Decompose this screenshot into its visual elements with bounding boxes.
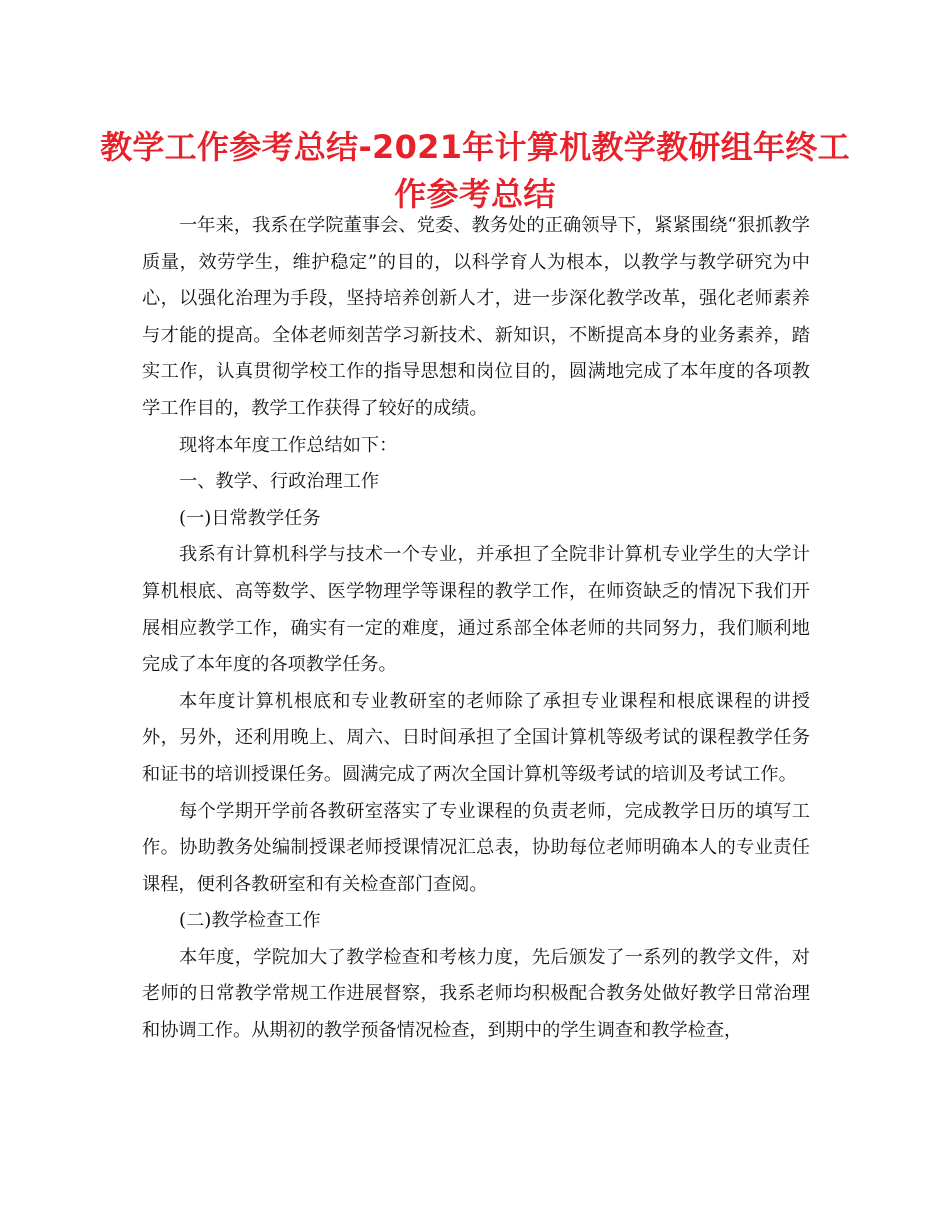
paragraph-daily-tasks: 我系有计算机科学与技术一个专业，并承担了全院非计算机专业学生的大学计算机根底、高等数学、医学物理学等课程的教学工作，在师资缺乏的情况下我们开展相应教学工作，确实有一定的难度，通过系部全体老师的共同努力，我们顺利地完成了本年度的各项教学任务。 bbox=[142, 544, 810, 676]
document-title: 教学工作参考总结-2021年计算机教学教研组年终工作参考总结 bbox=[100, 128, 850, 213]
subsection-heading-2: (二)教学检查工作 bbox=[179, 910, 321, 932]
paragraph-summary-lead: 现将本年度工作总结如下： bbox=[179, 434, 398, 456]
paragraph-intro: 一年来，我系在学院董事会、党委、教务处的正确领导下，紧紧围绕“狠抓教学质量，效劳学生，维护稳定”的目的，以科学育人为根本，以教学与教学研究为中心，以强化治理为手段，坚持培养创新人才，进一步深化教学改革，强化老师素养与才能的提高。全体老师刻苦学习新技术、新知识，不断提高本身的业务素养，踏实工作，认真贯彻学校工作的指导思想和岗位目的，圆满地完成了本年度的各项教学工作目的，教学工作获得了较好的成绩。 bbox=[142, 215, 810, 419]
subsection-heading-1: (一)日常教学任务 bbox=[179, 507, 321, 529]
document-body bbox=[142, 208, 810, 1050]
paragraph-inspection: 本年度，学院加大了教学检查和考核力度，先后颁发了一系列的教学文件，对老师的日常教学常规工作进展督察，我系老师均积极配合教务处做好教学日常治理和协调工作。从期初的教学预备情况检查，到期中的学生调查和教学检查， bbox=[142, 946, 810, 1042]
paragraph-course-responsibility: 每个学期开学前各教研室落实了专业课程的负责老师，完成教学日历的填写工作。协助教务处编制授课老师授课情况汇总表，协助每位老师明确本人的专业责任课程，便利各教研室和有关检查部门查阅。 bbox=[142, 800, 810, 895]
paragraph-exam-training: 本年度计算机根底和专业教研室的老师除了承担专业课程和根底课程的讲授外，另外，还利用晚上、周六、日时间承担了全国计算机等级考试的课程教学任务和证书的培训授课任务。圆满完成了两次全国计算机等级考试的培训及考试工作。 bbox=[142, 690, 810, 785]
section-heading-1: 一、教学、行政治理工作 bbox=[179, 471, 380, 493]
